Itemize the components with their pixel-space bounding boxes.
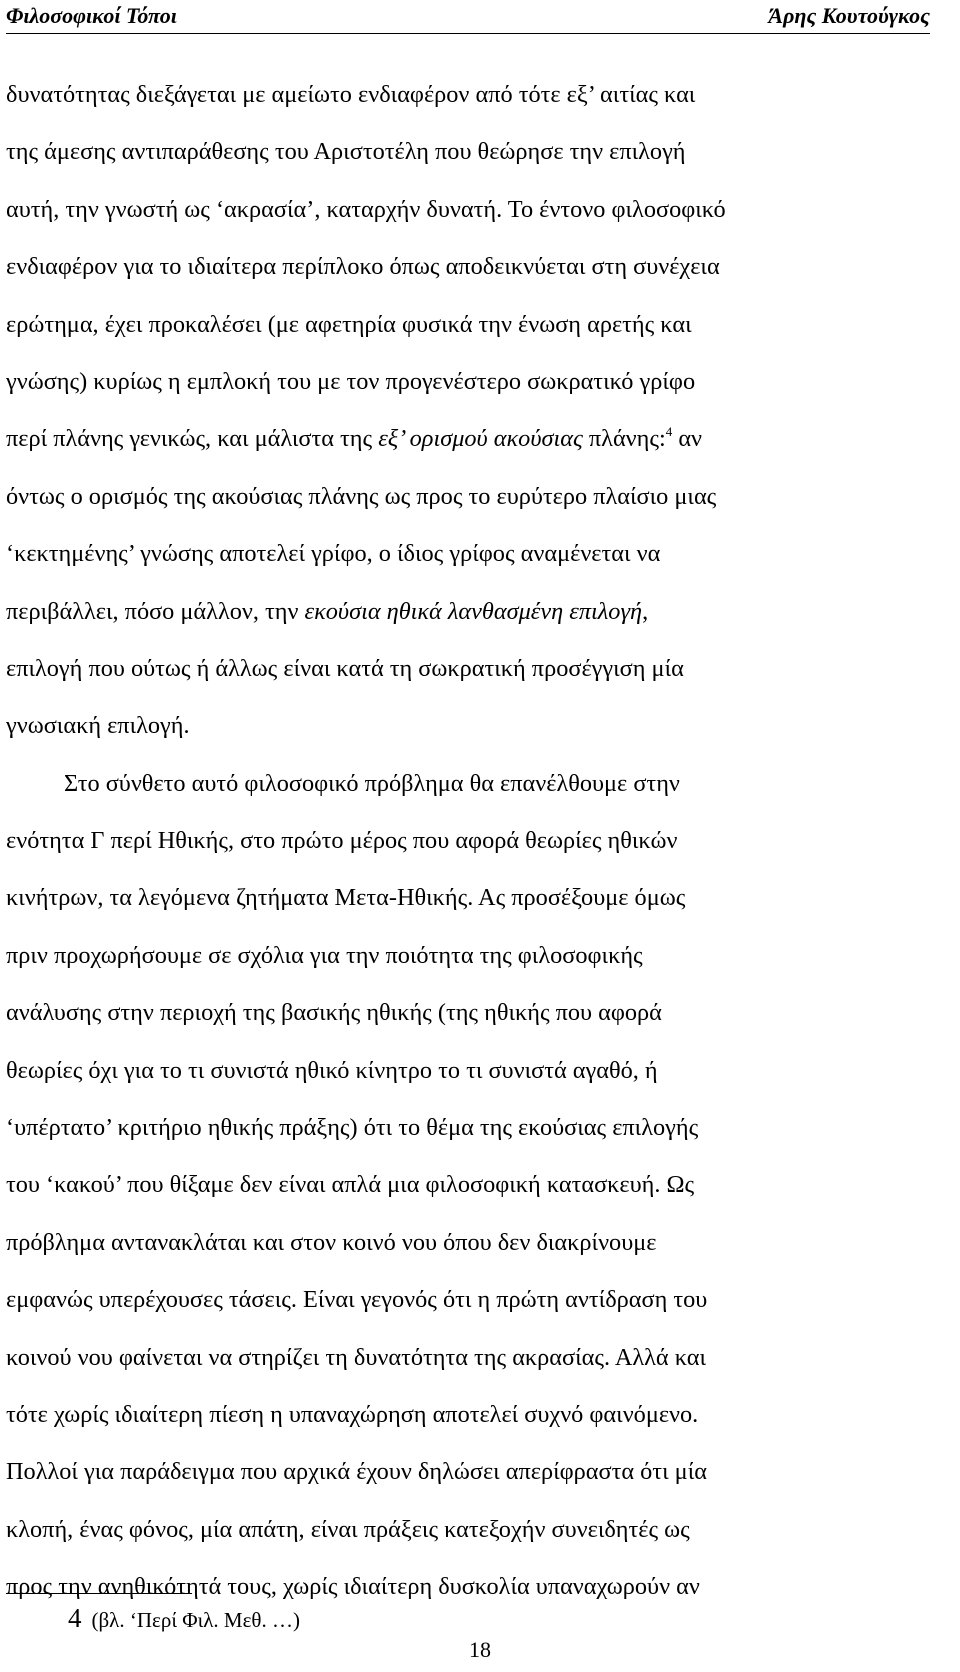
footnote xyxy=(68,1600,300,1638)
text-run: αν xyxy=(672,425,703,453)
text-run: ανάλυσης στην περιοχή της βασικής ηθικής (της ηθικής που αφορά xyxy=(6,999,662,1027)
footnote-number: 4 xyxy=(68,1603,82,1633)
text-line xyxy=(6,410,936,467)
text-line xyxy=(6,869,936,926)
text-run: ‘υπέρτατο’ κριτήριο ηθικής πράξης) ότι το θέμα της εκούσιας επιλογής xyxy=(6,1114,699,1142)
text-line xyxy=(6,1329,936,1386)
text-run: αυτή, την γνωστή ως ‘ακρασία’, καταρχήν δυνατή. Το έντονο φιλοσοφικό xyxy=(6,195,726,223)
text-run: ενότητα Γ περί Ηθικής, στο πρώτο μέρος που αφορά θεωρίες ηθικών xyxy=(6,827,678,855)
body-text xyxy=(6,66,936,1616)
text-line xyxy=(6,238,936,295)
text-run: Στο σύνθετο αυτό φιλοσοφικό πρόβλημα θα επανέλθουμε στην xyxy=(64,769,680,797)
text-run: ερώτημα, έχει προκαλέσει (με αφετηρία φυσικά την ένωση αρετής και xyxy=(6,310,692,338)
text-run: τότε χωρίς ιδιαίτερη πίεση η υπαναχώρηση αποτελεί συχνό φαινόμενο. xyxy=(6,1400,699,1428)
text-line xyxy=(6,583,936,640)
text-line xyxy=(6,1214,936,1271)
text-line xyxy=(6,1501,936,1558)
text-line xyxy=(6,984,936,1041)
text-line xyxy=(6,353,936,410)
text-run: πρόβλημα αντανακλάται και στον κοινό νου όπου δεν διακρίνουμε xyxy=(6,1228,657,1256)
text-line xyxy=(6,697,936,754)
text-run: όντως ο ορισμός της ακούσιας πλάνης ως προς το ευρύτερο πλαίσιο μιας xyxy=(6,482,717,510)
footnote-text: (βλ. ‘Περί Φιλ. Μεθ. …) xyxy=(91,1608,300,1632)
text-run: θεωρίες όχι για το τι συνιστά ηθικό κίνητρο το τι συνιστά αγαθό, ή xyxy=(6,1056,658,1084)
page-number: 18 xyxy=(469,1637,491,1662)
text-line xyxy=(6,123,936,180)
header-author: Άρης Κουτούγκος xyxy=(768,3,930,28)
footnote-rule xyxy=(6,1593,192,1594)
text-run: της άμεσης αντιπαράθεσης του Αριστοτέλη που θεώρησε την επιλογή xyxy=(6,138,686,166)
text-line xyxy=(6,525,936,582)
text-run: , xyxy=(642,597,649,625)
text-line xyxy=(6,1042,936,1099)
text-line xyxy=(6,1443,936,1500)
header-book-title: Φιλοσοφικοί Τόποι xyxy=(6,3,177,28)
text-line xyxy=(6,66,936,123)
text-run: περιβάλλει, πόσο μάλλον, την xyxy=(6,597,305,625)
text-run: κινήτρων, τα λεγόμενα ζητήματα Μετα-Ηθικής. Ας προσέξουμε όμως xyxy=(6,884,686,912)
text-line xyxy=(6,1386,936,1443)
text-run: ‘κεκτημένης’ γνώσης αποτελεί γρίφο, ο ίδιος γρίφος αναμένεται να xyxy=(6,540,661,568)
running-header xyxy=(6,0,930,32)
text-line xyxy=(6,812,936,869)
text-line xyxy=(6,755,936,812)
text-run: προς την ανηθικότητά τους, χωρίς ιδιαίτερη δυσκολία υπαναχωρούν αν xyxy=(6,1573,700,1601)
italic-phrase: εξ’ ορισμού ακούσιας xyxy=(378,425,583,453)
text-run: γνώσης) κυρίως η εμπλοκή του με τον προγενέστερο σωκρατικό γρίφο xyxy=(6,367,696,395)
text-run: κλοπή, ένας φόνος, μία απάτη, είναι πράξεις κατεξοχήν συνειδητές ως xyxy=(6,1515,690,1543)
text-run: του ‘κακού’ που θίξαμε δεν είναι απλά μια φιλοσοφική κατασκευή. Ως xyxy=(6,1171,695,1199)
footnote-ref: 4 xyxy=(665,424,673,440)
text-run: εμφανώς υπερέχουσες τάσεις. Είναι γεγονός ότι η πρώτη αντίδραση του xyxy=(6,1286,708,1314)
text-line xyxy=(6,1099,936,1156)
text-line xyxy=(6,181,936,238)
text-line xyxy=(6,296,936,353)
text-line xyxy=(6,927,936,984)
text-run: επιλογή που ούτως ή άλλως είναι κατά τη σωκρατική προσέγγιση μία xyxy=(6,654,684,682)
text-run: περί πλάνης γενικώς, και μάλιστα της xyxy=(6,425,379,453)
text-run: πριν προχωρήσουμε σε σχόλια για την ποιότητα της φιλοσοφικής xyxy=(6,941,643,969)
text-line xyxy=(6,1156,936,1213)
text-run: κοινού νου φαίνεται να στηρίζει τη δυνατότητα της ακρασίας. Αλλά και xyxy=(6,1343,707,1371)
text-run: Πολλοί για παράδειγμα που αρχικά έχουν δηλώσει απερίφραστα ότι μία xyxy=(6,1458,707,1486)
italic-phrase: εκούσια ηθικά λανθασμένη επιλογή xyxy=(304,597,643,625)
header-rule xyxy=(6,33,930,34)
text-run: δυνατότητας διεξάγεται με αμείωτο ενδιαφέρον από τότε εξ’ αιτίας και xyxy=(6,81,696,108)
text-line xyxy=(6,1271,936,1328)
text-run: γνωσιακή επιλογή. xyxy=(6,712,190,740)
text-line xyxy=(6,468,936,525)
text-line xyxy=(6,640,936,697)
text-run: πλάνης: xyxy=(582,425,666,453)
text-run: ενδιαφέρον για το ιδιαίτερα περίπλοκο όπως αποδεικνύεται στη συνέχεια xyxy=(6,253,720,281)
